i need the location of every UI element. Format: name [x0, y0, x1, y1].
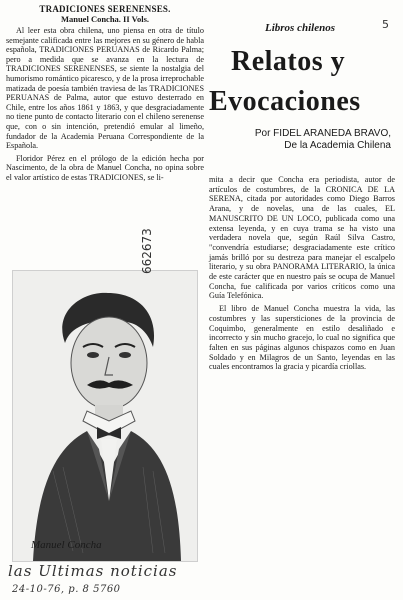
handwritten-source: las Ultimas noticias	[8, 562, 178, 580]
page-mark: 5	[382, 18, 389, 31]
section-label: Libros chilenos	[265, 22, 335, 34]
article-header	[209, 22, 397, 152]
left-column-title: TRADICIONES SERENENSES.	[39, 4, 171, 14]
right-paragraph-2: El libro de Manuel Concha muestra la vida, las costumbres y las supersticiones de la provincia de Coquimbo, generalmente en estilo desaliñado e incorrecto y sin mucho gracejo, lo cual no significa que falten en sus páginas algunos chispazos como en Juan Soldado y en Milagros de un Santo, leyendas en las cuales encontramos la gracia y picardía criollas.	[209, 304, 395, 372]
right-column	[209, 175, 395, 372]
byline-author: Por FIDEL ARANEDA BRAVO,	[254, 128, 391, 139]
portrait-illustration	[13, 271, 197, 561]
portrait-caption: Manuel Concha	[31, 539, 102, 551]
portrait-engraving	[12, 270, 198, 562]
byline-affiliation: De la Academia Chilena	[284, 140, 391, 151]
headline-line-1: Relatos y	[231, 46, 346, 77]
right-paragraph-1: mita a decir que Concha era periodista, autor de artículos de costumbres, de la CRONICA DE LA SERENA, citada por autoridades como Diego Barros Arana, y de novelas, una de las cuales, EL MANUSCRITO DE UN LOCO, publicada como una extensa leyenda, y en cuya trama se ha visto una verdadera novela que, según Raúl Silva Castro, "convendría estudiarse; desgraciadamente este crítico jamás brilló por su destreza para manejar el escalpelo literario, y su obra PANORAMA LITERARIO, la única de este carácter que en nuestro país se ocupa de Manuel Concha, fue calificada por varios críticos como una Guía Telefónica.	[209, 175, 395, 301]
left-column	[6, 4, 204, 183]
headline-line-2: Evocaciones	[209, 86, 361, 117]
left-column-subtitle: Manuel Concha. II Vols.	[60, 14, 150, 24]
archive-stamp-number: 662673	[140, 228, 154, 274]
left-paragraph-1: Al leer esta obra chilena, uno piensa en otra de título semejante calificada entre las mejores en su género de habla española, TRADICIONES PERUANAS de Ricardo Palma; pero a medida que se avanza en la lectura de TRADICIONES SERENENSES, se siente la nostalgia del humorismo romántico picaresco, y de la prosa irreprochable matizada de poesía también traviesa de las TRADICIONES PERUANAS de Palma, autor que estuvo desterrado en Chile, entre los años 1861 y 1863, y que desgraciadamente no tiene punto de contacto literario con el chileno serenense que, con o sin intención, pretendió emular al limeño, fundador de la Academia Peruana Correspondiente de la Española.	[6, 26, 204, 151]
handwritten-date: 24-10-76, p. 8 5760	[12, 584, 121, 595]
left-paragraph-2: Floridor Pérez en el prólogo de la edición hecha por Nascimento, de la obra de Manuel Concha, no opina sobre el valor artístico de estas TRADICIONES, se li-	[6, 153, 204, 182]
